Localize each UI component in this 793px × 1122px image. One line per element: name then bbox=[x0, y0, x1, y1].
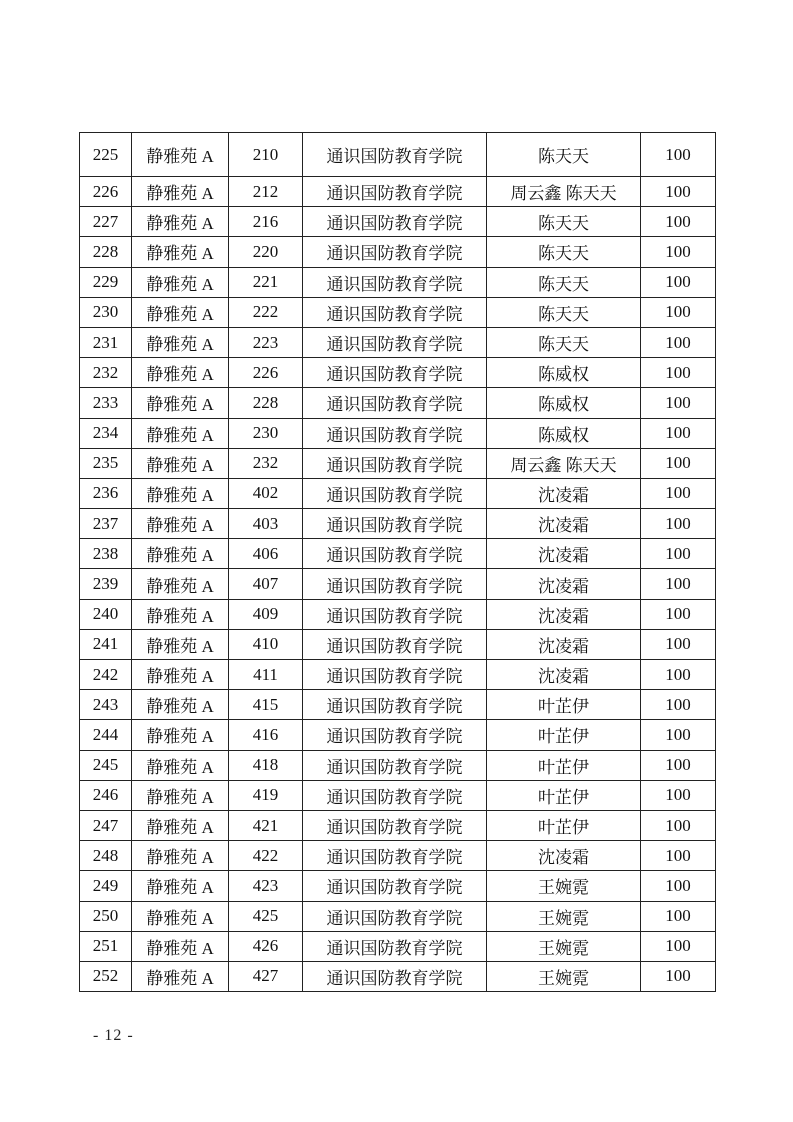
college-cell: 通识国防教育学院 bbox=[303, 599, 487, 629]
college-cell: 通识国防教育学院 bbox=[303, 327, 487, 357]
table-row bbox=[80, 388, 716, 418]
room-number-cell: 415 bbox=[229, 690, 303, 720]
room-number-cell: 423 bbox=[229, 871, 303, 901]
building-cell: 静雅苑 A bbox=[132, 267, 229, 297]
inspector-cell: 陈威权 bbox=[487, 418, 641, 448]
inspector-cell: 周云鑫 陈天天 bbox=[487, 177, 641, 207]
building-cell: 静雅苑 A bbox=[132, 207, 229, 237]
college-cell: 通识国防教育学院 bbox=[303, 780, 487, 810]
room-number-cell: 425 bbox=[229, 901, 303, 931]
inspector-cell: 陈威权 bbox=[487, 358, 641, 388]
college-cell: 通识国防教育学院 bbox=[303, 750, 487, 780]
building-cell: 静雅苑 A bbox=[132, 961, 229, 991]
row-index-cell: 252 bbox=[80, 961, 132, 991]
room-number-cell: 216 bbox=[229, 207, 303, 237]
score-cell: 100 bbox=[641, 720, 716, 750]
row-index-cell: 241 bbox=[80, 629, 132, 659]
table-row bbox=[80, 448, 716, 478]
room-number-cell: 406 bbox=[229, 539, 303, 569]
inspector-cell: 沈凌霜 bbox=[487, 660, 641, 690]
inspector-cell: 周云鑫 陈天天 bbox=[487, 448, 641, 478]
row-index-cell: 248 bbox=[80, 841, 132, 871]
inspector-cell: 叶芷伊 bbox=[487, 780, 641, 810]
row-index-cell: 250 bbox=[80, 901, 132, 931]
room-number-cell: 221 bbox=[229, 267, 303, 297]
table-row bbox=[80, 599, 716, 629]
inspector-cell: 沈凌霜 bbox=[487, 599, 641, 629]
room-number-cell: 418 bbox=[229, 750, 303, 780]
row-index-cell: 238 bbox=[80, 539, 132, 569]
college-cell: 通识国防教育学院 bbox=[303, 509, 487, 539]
table-row bbox=[80, 237, 716, 267]
college-cell: 通识国防教育学院 bbox=[303, 448, 487, 478]
table-row bbox=[80, 810, 716, 840]
table-row bbox=[80, 358, 716, 388]
building-cell: 静雅苑 A bbox=[132, 327, 229, 357]
building-cell: 静雅苑 A bbox=[132, 810, 229, 840]
table-row bbox=[80, 207, 716, 237]
table-row bbox=[80, 418, 716, 448]
page-number: - 12 - bbox=[93, 1027, 134, 1044]
room-number-cell: 416 bbox=[229, 720, 303, 750]
table-row bbox=[80, 871, 716, 901]
score-cell: 100 bbox=[641, 841, 716, 871]
college-cell: 通识国防教育学院 bbox=[303, 207, 487, 237]
score-cell: 100 bbox=[641, 388, 716, 418]
building-cell: 静雅苑 A bbox=[132, 599, 229, 629]
score-cell: 100 bbox=[641, 267, 716, 297]
college-cell: 通识国防教育学院 bbox=[303, 961, 487, 991]
inspector-cell: 叶芷伊 bbox=[487, 720, 641, 750]
score-cell: 100 bbox=[641, 509, 716, 539]
inspector-cell: 陈天天 bbox=[487, 207, 641, 237]
inspector-cell: 叶芷伊 bbox=[487, 690, 641, 720]
building-cell: 静雅苑 A bbox=[132, 448, 229, 478]
row-index-cell: 242 bbox=[80, 660, 132, 690]
table-row bbox=[80, 901, 716, 931]
building-cell: 静雅苑 A bbox=[132, 871, 229, 901]
building-cell: 静雅苑 A bbox=[132, 629, 229, 659]
row-index-cell: 229 bbox=[80, 267, 132, 297]
score-cell: 100 bbox=[641, 177, 716, 207]
score-cell: 100 bbox=[641, 599, 716, 629]
inspector-cell: 陈威权 bbox=[487, 388, 641, 418]
row-index-cell: 243 bbox=[80, 690, 132, 720]
row-index-cell: 251 bbox=[80, 931, 132, 961]
room-number-cell: 409 bbox=[229, 599, 303, 629]
row-index-cell: 246 bbox=[80, 780, 132, 810]
inspector-cell: 陈天天 bbox=[487, 237, 641, 267]
row-index-cell: 225 bbox=[80, 133, 132, 177]
building-cell: 静雅苑 A bbox=[132, 750, 229, 780]
room-number-cell: 223 bbox=[229, 327, 303, 357]
row-index-cell: 233 bbox=[80, 388, 132, 418]
table-row bbox=[80, 660, 716, 690]
score-cell: 100 bbox=[641, 901, 716, 931]
row-index-cell: 247 bbox=[80, 810, 132, 840]
building-cell: 静雅苑 A bbox=[132, 690, 229, 720]
college-cell: 通识国防教育学院 bbox=[303, 267, 487, 297]
building-cell: 静雅苑 A bbox=[132, 297, 229, 327]
room-number-cell: 419 bbox=[229, 780, 303, 810]
inspector-cell: 沈凌霜 bbox=[487, 509, 641, 539]
inspector-cell: 陈天天 bbox=[487, 297, 641, 327]
table-row bbox=[80, 478, 716, 508]
college-cell: 通识国防教育学院 bbox=[303, 931, 487, 961]
score-cell: 100 bbox=[641, 871, 716, 901]
table-row bbox=[80, 539, 716, 569]
score-cell: 100 bbox=[641, 478, 716, 508]
score-cell: 100 bbox=[641, 448, 716, 478]
room-number-cell: 407 bbox=[229, 569, 303, 599]
college-cell: 通识国防教育学院 bbox=[303, 569, 487, 599]
room-number-cell: 232 bbox=[229, 448, 303, 478]
row-index-cell: 230 bbox=[80, 297, 132, 327]
row-index-cell: 234 bbox=[80, 418, 132, 448]
table-row bbox=[80, 931, 716, 961]
inspector-cell: 陈天天 bbox=[487, 133, 641, 177]
building-cell: 静雅苑 A bbox=[132, 539, 229, 569]
room-number-cell: 226 bbox=[229, 358, 303, 388]
score-cell: 100 bbox=[641, 297, 716, 327]
building-cell: 静雅苑 A bbox=[132, 418, 229, 448]
room-number-cell: 427 bbox=[229, 961, 303, 991]
score-cell: 100 bbox=[641, 539, 716, 569]
college-cell: 通识国防教育学院 bbox=[303, 901, 487, 931]
inspector-cell: 沈凌霜 bbox=[487, 569, 641, 599]
score-cell: 100 bbox=[641, 327, 716, 357]
row-index-cell: 239 bbox=[80, 569, 132, 599]
score-cell: 100 bbox=[641, 418, 716, 448]
inspector-cell: 沈凌霜 bbox=[487, 629, 641, 659]
college-cell: 通识国防教育学院 bbox=[303, 660, 487, 690]
building-cell: 静雅苑 A bbox=[132, 237, 229, 267]
college-cell: 通识国防教育学院 bbox=[303, 388, 487, 418]
inspector-cell: 沈凌霜 bbox=[487, 539, 641, 569]
row-index-cell: 235 bbox=[80, 448, 132, 478]
score-cell: 100 bbox=[641, 358, 716, 388]
room-number-cell: 403 bbox=[229, 509, 303, 539]
room-number-cell: 421 bbox=[229, 810, 303, 840]
inspector-cell: 王婉霓 bbox=[487, 961, 641, 991]
room-number-cell: 212 bbox=[229, 177, 303, 207]
table-row bbox=[80, 177, 716, 207]
table-row bbox=[80, 720, 716, 750]
table-row bbox=[80, 841, 716, 871]
college-cell: 通识国防教育学院 bbox=[303, 177, 487, 207]
score-cell: 100 bbox=[641, 569, 716, 599]
table-row bbox=[80, 961, 716, 991]
table-row bbox=[80, 780, 716, 810]
table-row bbox=[80, 267, 716, 297]
college-cell: 通识国防教育学院 bbox=[303, 810, 487, 840]
building-cell: 静雅苑 A bbox=[132, 841, 229, 871]
score-cell: 100 bbox=[641, 690, 716, 720]
room-number-cell: 230 bbox=[229, 418, 303, 448]
score-cell: 100 bbox=[641, 750, 716, 780]
score-cell: 100 bbox=[641, 810, 716, 840]
table-row bbox=[80, 133, 716, 177]
room-number-cell: 422 bbox=[229, 841, 303, 871]
row-index-cell: 237 bbox=[80, 509, 132, 539]
room-number-cell: 411 bbox=[229, 660, 303, 690]
building-cell: 静雅苑 A bbox=[132, 720, 229, 750]
inspector-cell: 王婉霓 bbox=[487, 931, 641, 961]
room-number-cell: 402 bbox=[229, 478, 303, 508]
table-row bbox=[80, 629, 716, 659]
room-number-cell: 210 bbox=[229, 133, 303, 177]
score-cell: 100 bbox=[641, 780, 716, 810]
row-index-cell: 240 bbox=[80, 599, 132, 629]
table-body bbox=[80, 133, 716, 992]
score-cell: 100 bbox=[641, 931, 716, 961]
inspector-cell: 叶芷伊 bbox=[487, 750, 641, 780]
building-cell: 静雅苑 A bbox=[132, 177, 229, 207]
building-cell: 静雅苑 A bbox=[132, 388, 229, 418]
row-index-cell: 245 bbox=[80, 750, 132, 780]
table-row bbox=[80, 690, 716, 720]
row-index-cell: 227 bbox=[80, 207, 132, 237]
college-cell: 通识国防教育学院 bbox=[303, 539, 487, 569]
college-cell: 通识国防教育学院 bbox=[303, 297, 487, 327]
inspector-cell: 沈凌霜 bbox=[487, 841, 641, 871]
building-cell: 静雅苑 A bbox=[132, 478, 229, 508]
score-cell: 100 bbox=[641, 961, 716, 991]
row-index-cell: 228 bbox=[80, 237, 132, 267]
row-index-cell: 231 bbox=[80, 327, 132, 357]
building-cell: 静雅苑 A bbox=[132, 509, 229, 539]
inspector-cell: 沈凌霜 bbox=[487, 478, 641, 508]
row-index-cell: 236 bbox=[80, 478, 132, 508]
room-number-cell: 228 bbox=[229, 388, 303, 418]
building-cell: 静雅苑 A bbox=[132, 780, 229, 810]
inspector-cell: 叶芷伊 bbox=[487, 810, 641, 840]
room-number-cell: 220 bbox=[229, 237, 303, 267]
building-cell: 静雅苑 A bbox=[132, 569, 229, 599]
room-number-cell: 410 bbox=[229, 629, 303, 659]
score-cell: 100 bbox=[641, 629, 716, 659]
table-row bbox=[80, 569, 716, 599]
inspector-cell: 王婉霓 bbox=[487, 901, 641, 931]
building-cell: 静雅苑 A bbox=[132, 660, 229, 690]
building-cell: 静雅苑 A bbox=[132, 133, 229, 177]
score-cell: 100 bbox=[641, 133, 716, 177]
inspector-cell: 陈天天 bbox=[487, 327, 641, 357]
college-cell: 通识国防教育学院 bbox=[303, 133, 487, 177]
college-cell: 通识国防教育学院 bbox=[303, 358, 487, 388]
college-cell: 通识国防教育学院 bbox=[303, 478, 487, 508]
building-cell: 静雅苑 A bbox=[132, 358, 229, 388]
row-index-cell: 226 bbox=[80, 177, 132, 207]
score-cell: 100 bbox=[641, 237, 716, 267]
college-cell: 通识国防教育学院 bbox=[303, 690, 487, 720]
table-row bbox=[80, 509, 716, 539]
row-index-cell: 244 bbox=[80, 720, 132, 750]
building-cell: 静雅苑 A bbox=[132, 901, 229, 931]
room-number-cell: 222 bbox=[229, 297, 303, 327]
college-cell: 通识国防教育学院 bbox=[303, 871, 487, 901]
table-row bbox=[80, 297, 716, 327]
college-cell: 通识国防教育学院 bbox=[303, 418, 487, 448]
dormitory-score-table bbox=[79, 132, 716, 992]
college-cell: 通识国防教育学院 bbox=[303, 720, 487, 750]
room-number-cell: 426 bbox=[229, 931, 303, 961]
building-cell: 静雅苑 A bbox=[132, 931, 229, 961]
inspector-cell: 陈天天 bbox=[487, 267, 641, 297]
row-index-cell: 232 bbox=[80, 358, 132, 388]
college-cell: 通识国防教育学院 bbox=[303, 237, 487, 267]
inspector-cell: 王婉霓 bbox=[487, 871, 641, 901]
college-cell: 通识国防教育学院 bbox=[303, 841, 487, 871]
row-index-cell: 249 bbox=[80, 871, 132, 901]
score-cell: 100 bbox=[641, 660, 716, 690]
table-row bbox=[80, 750, 716, 780]
college-cell: 通识国防教育学院 bbox=[303, 629, 487, 659]
table-row bbox=[80, 327, 716, 357]
score-cell: 100 bbox=[641, 207, 716, 237]
